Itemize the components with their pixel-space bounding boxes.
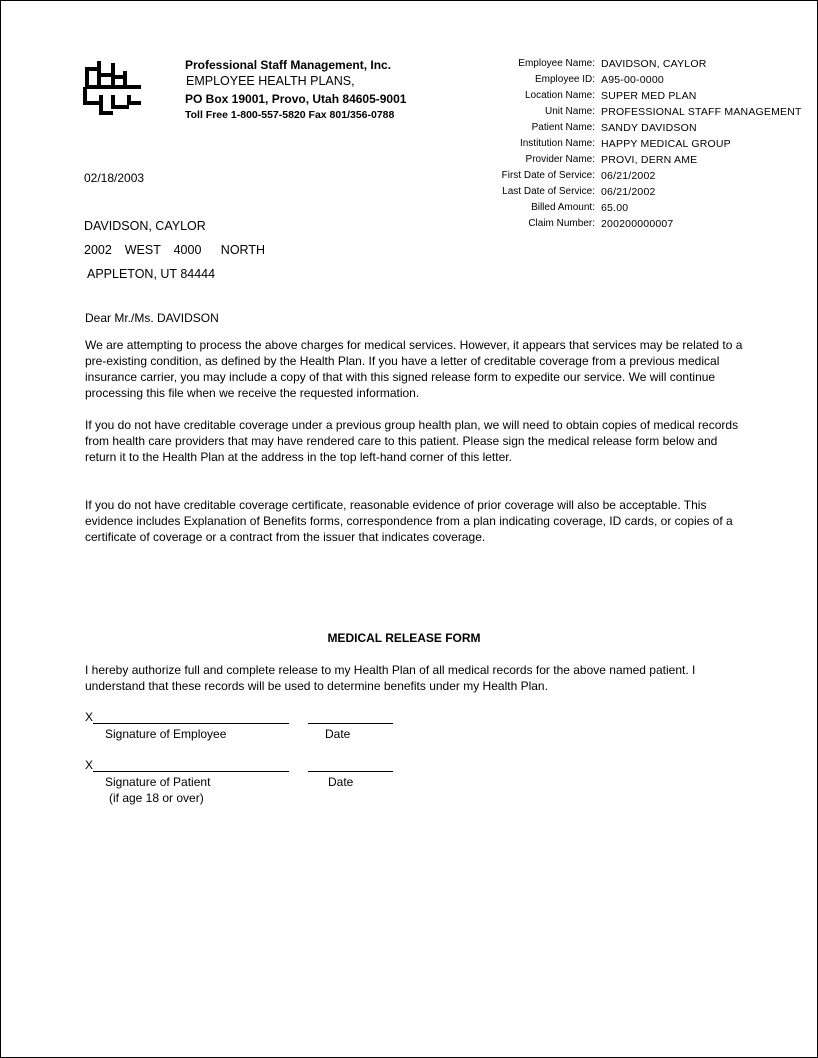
claim-info-label: Institution Name: [519,138,595,149]
release-form-text: I hereby authorize full and complete release to my Health Plan of all medical records for the above named patient. I understand that these records will be used to determine benefits under my Health Plan. [85,663,696,693]
claim-info-label: Provider Name: [525,154,595,165]
claim-info-label: First Date of Service: [501,170,595,181]
claim-info-row [471,170,817,186]
claim-info-row [471,122,817,138]
letter-paragraph: If you do not have creditable coverage under a previous group health plan, we will need to obtain copies of medical records from health care providers that may have rendered care to this patient. Please sign the medical release form below and return it to the Health Plan at the address in the top left-hand corner of this letter. [85,418,739,464]
employee-signature-line[interactable] [93,723,289,724]
claim-info-label: Patient Name: [531,122,595,133]
claim-info-value: HAPPY MEDICAL GROUP [601,138,731,150]
claim-info-value: SUPER MED PLAN [601,90,697,102]
claim-info-row [471,74,817,90]
company-address: PO Box 19001, Provo, Utah 84605-9001 [185,92,407,106]
letter-paragraph: We are attempting to process the above charges for medical services. However, it appears that services may be related to a pre-existing condition, as defined by the Health Plan. If you have a letter of creditable coverage from a previous medical insurance carrier, you may include a copy of that with this signed release form to expedite our service. We will continue processing this file when we receive the requested information. [85,338,743,400]
company-logo-icon [81,57,147,117]
recipient-street: 2002 WEST 4000 NORTH [84,243,266,257]
claim-info-label: Employee Name: [518,58,595,69]
claim-info-value: SANDY DAVIDSON [601,122,697,134]
claim-info-label: Location Name: [524,90,595,101]
employee-date-label: Date [325,727,351,741]
claim-info-row [471,106,817,122]
claim-info-row [471,202,817,218]
release-form-title: MEDICAL RELEASE FORM [327,631,481,645]
claim-info-value: PROFESSIONAL STAFF MANAGEMENT [601,106,802,118]
company-phone: Toll Free 1-800-557-5820 Fax 801/356-0788 [185,109,395,121]
claim-info-row [471,154,817,170]
claim-info-label: Employee ID: [534,74,595,85]
claim-info-value: A95-00-0000 [601,74,664,86]
patient-date-label: Date [328,775,354,789]
claim-info-value: PROVI, DERN AME [601,154,698,166]
claim-info-value: 06/21/2002 [601,170,656,182]
patient-date-line[interactable] [308,771,393,772]
patient-signature-label: Signature of Patient [105,775,211,789]
claim-info-row [471,138,817,154]
claim-info-row [471,90,817,106]
claim-info-value: 200200000007 [601,218,674,230]
company-plans: EMPLOYEE HEALTH PLANS, [186,74,355,88]
employee-signature-label: Signature of Employee [105,727,227,741]
claim-info-row [471,58,817,74]
claim-info-value: DAVIDSON, CAYLOR [601,58,707,70]
letter-date: 02/18/2003 [84,171,145,185]
claim-info-label: Claim Number: [528,218,595,229]
claim-info-label: Billed Amount: [531,202,595,213]
recipient-name: DAVIDSON, CAYLOR [84,219,206,233]
claim-info-label: Last Date of Service: [502,186,595,197]
letter-paragraph: If you do not have creditable coverage certificate, reasonable evidence of prior coverage will also be acceptable. This evidence includes Explanation of Benefits forms, correspondence from a plan indicating coverage, ID cards, or copies of a certificate of coverage or a contract from the issuer that indicates coverage. [85,498,733,544]
employee-signature-mark: X [85,710,94,724]
claim-info-label: Unit Name: [544,106,595,117]
claim-info-row [471,186,817,202]
company-name: Professional Staff Management, Inc. [185,58,392,72]
claim-info-row [471,218,817,234]
letter-greeting: Dear Mr./Ms. DAVIDSON [85,311,219,325]
claim-info-block [471,58,817,234]
recipient-city: APPLETON, UT 84444 [87,267,216,281]
claim-info-value: 65.00 [601,202,629,214]
patient-signature-line[interactable] [93,771,289,772]
employee-date-line[interactable] [308,723,393,724]
claim-info-value: 06/21/2002 [601,186,656,198]
patient-age-note: (if age 18 or over) [109,791,204,805]
patient-signature-mark: X [85,758,94,772]
